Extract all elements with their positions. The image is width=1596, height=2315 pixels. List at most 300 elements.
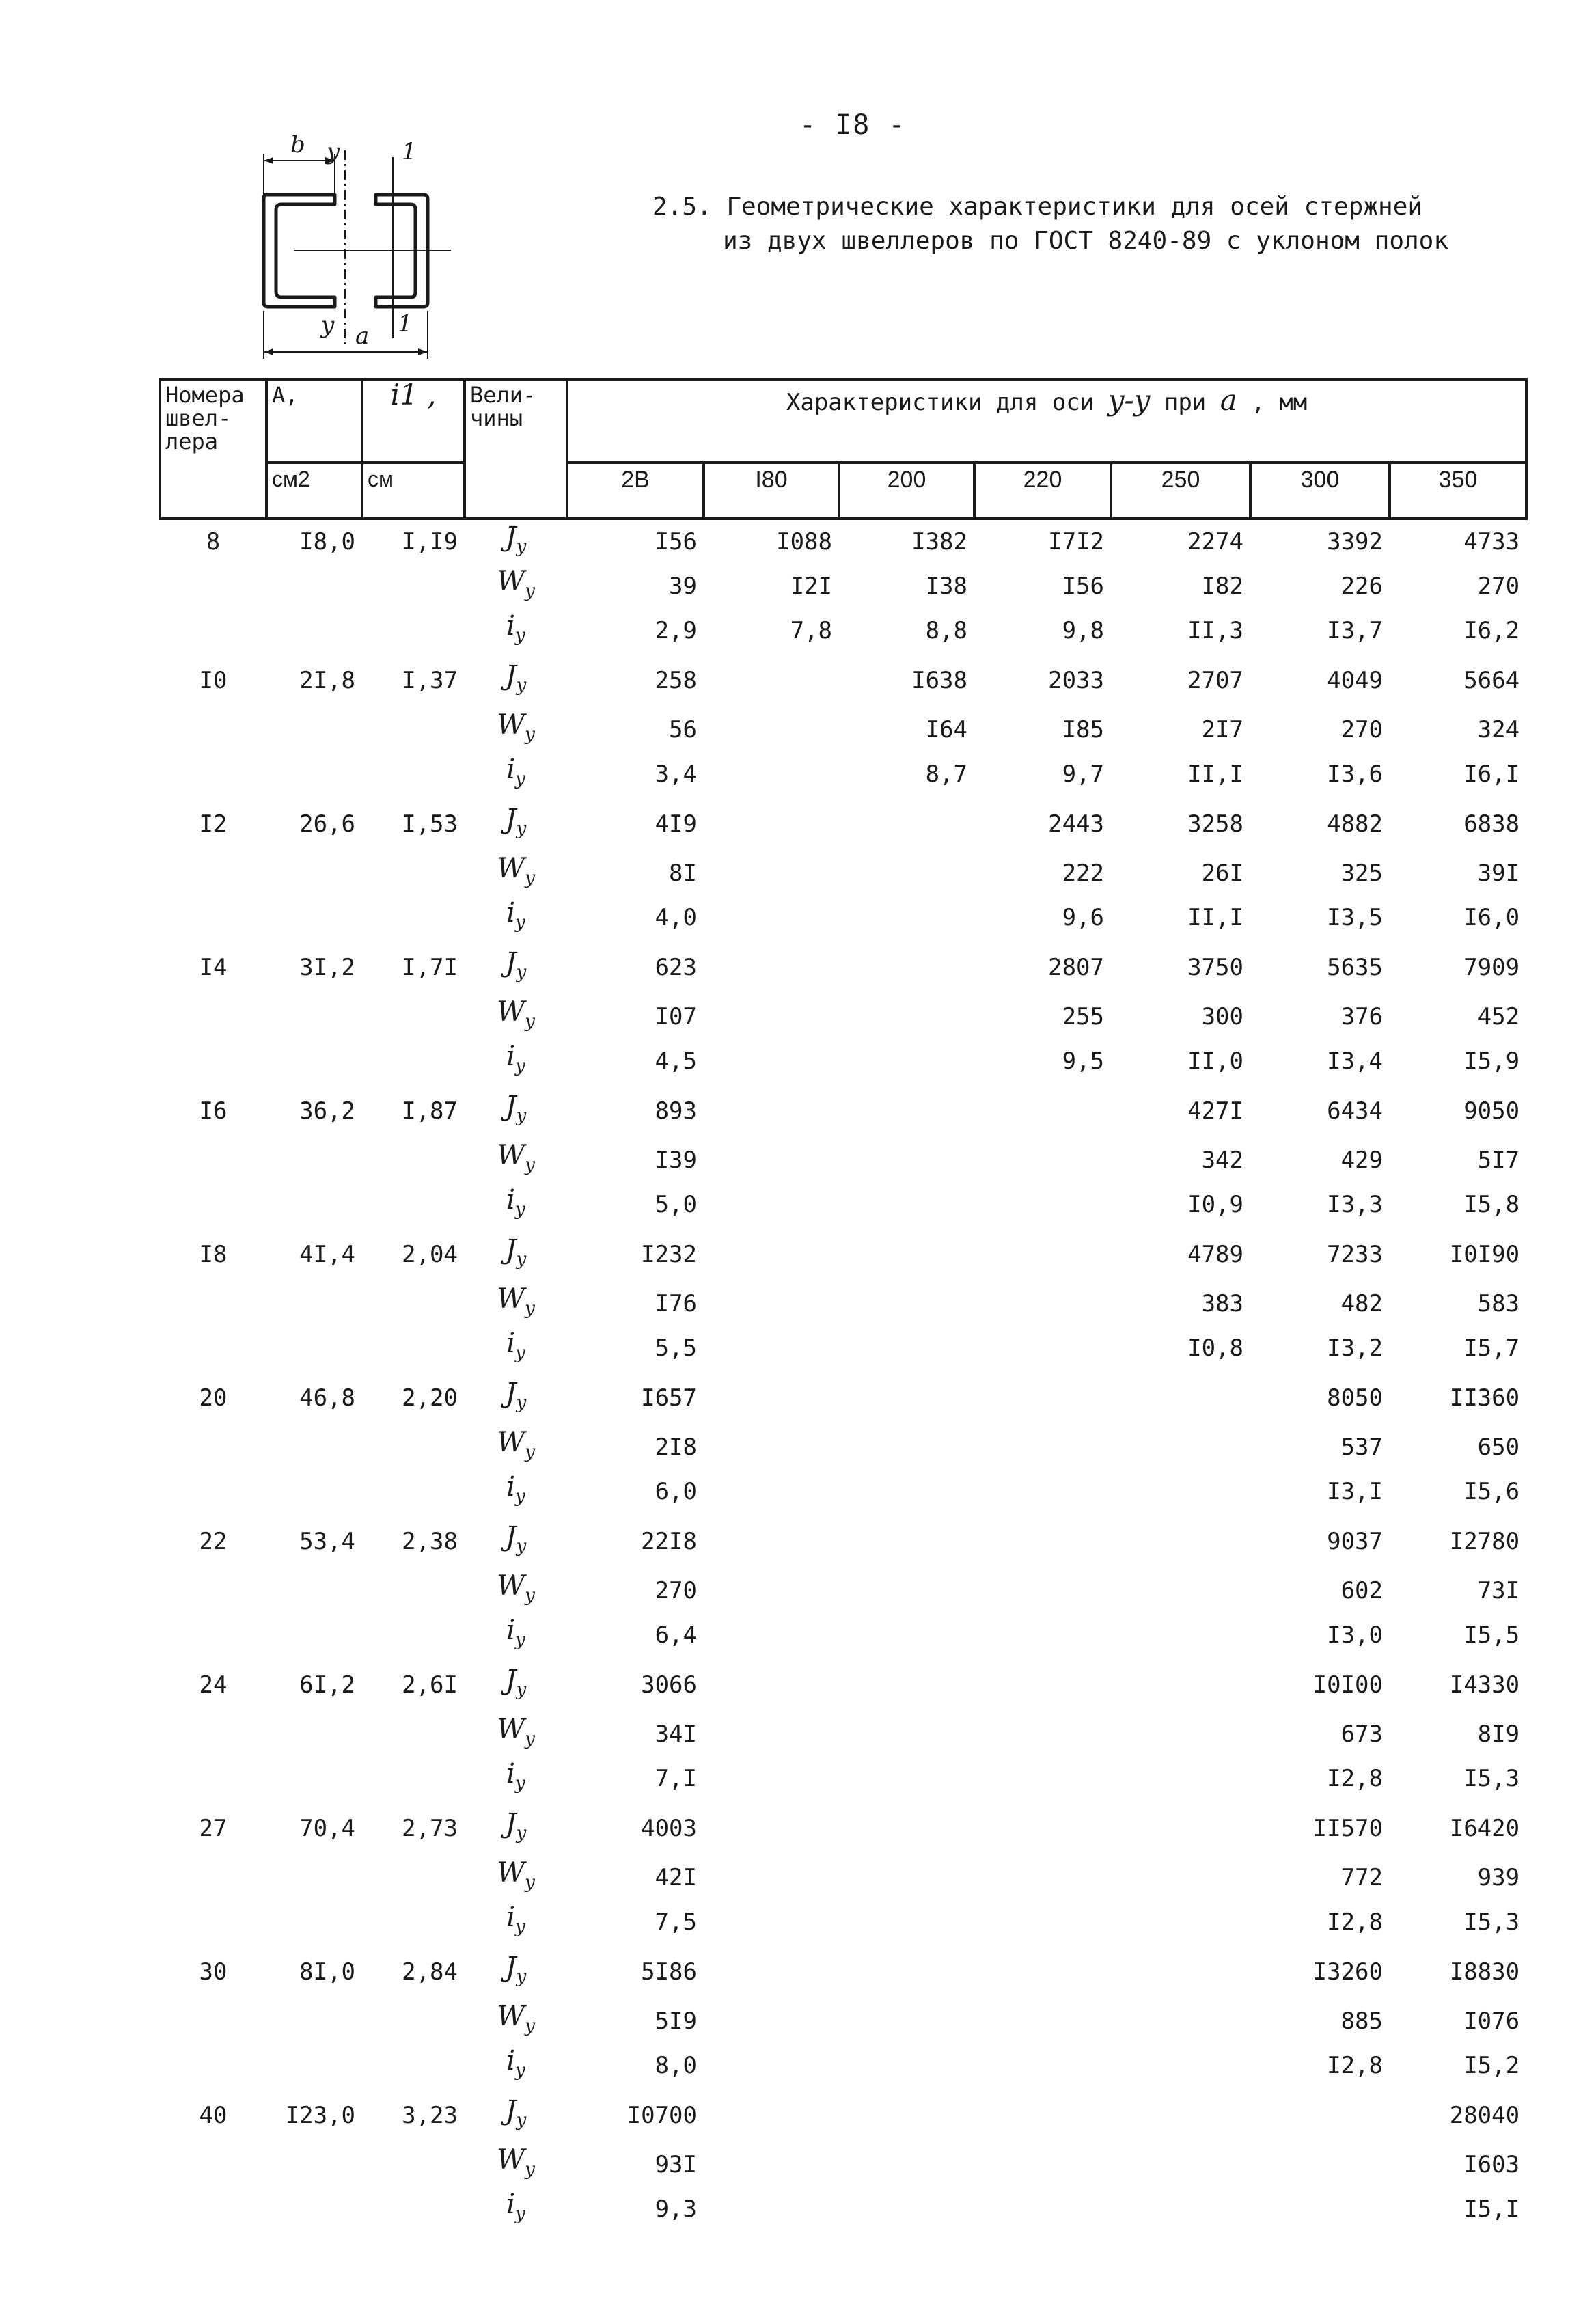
label-y-bottom: y bbox=[321, 312, 335, 339]
value-cell: 2I8 bbox=[655, 1434, 697, 1461]
value-cell bbox=[974, 1514, 1111, 1569]
quantity-symbol bbox=[465, 1569, 567, 1613]
value-cell bbox=[1111, 1371, 1250, 1425]
value-cell: 9,3 bbox=[655, 2195, 697, 2223]
value-cell bbox=[704, 1084, 839, 1138]
value-cell bbox=[839, 1999, 974, 2044]
value-cell: 258 bbox=[655, 666, 697, 694]
empty-cell bbox=[160, 851, 266, 896]
empty-cell bbox=[160, 1282, 266, 1326]
table-row bbox=[160, 1712, 1526, 1757]
quantity-symbol bbox=[465, 995, 567, 1039]
value-cell: 4882 bbox=[1327, 810, 1383, 838]
header-a-value: I80 bbox=[704, 463, 839, 519]
table-row bbox=[160, 1613, 1526, 1658]
value-cell: 8,8 bbox=[925, 617, 967, 644]
symbol-letter: W bbox=[497, 2144, 525, 2176]
symbol-subscript: y bbox=[515, 912, 525, 933]
value-cell bbox=[839, 1425, 974, 1470]
value-cell: I6,I bbox=[1463, 761, 1520, 788]
symbol-letter: J bbox=[505, 1951, 517, 1983]
empty-cell bbox=[266, 1282, 362, 1326]
value-cell bbox=[839, 1084, 974, 1138]
value-cell: 5635 bbox=[1327, 953, 1383, 981]
value-cell: 5664 bbox=[1463, 666, 1520, 694]
empty-cell bbox=[362, 1900, 465, 1945]
symbol-letter: J bbox=[505, 1807, 517, 1839]
value-cell: I8830 bbox=[1449, 1958, 1520, 1986]
header-a-symbol: a bbox=[1220, 383, 1237, 417]
value-cell: I6420 bbox=[1449, 1814, 1520, 1842]
symbol-subscript: y bbox=[525, 1298, 535, 1319]
empty-cell bbox=[362, 896, 465, 940]
value-cell bbox=[1250, 2187, 1390, 2232]
empty-cell bbox=[362, 1569, 465, 1613]
table-row bbox=[160, 609, 1526, 653]
area-value: 4I,4 bbox=[299, 1240, 355, 1268]
value-cell bbox=[1111, 1757, 1250, 1801]
quantity-symbol bbox=[465, 609, 567, 653]
value-cell bbox=[974, 2088, 1111, 2143]
symbol-subscript: y bbox=[515, 1773, 525, 1794]
symbol-subscript: y bbox=[525, 1729, 535, 1749]
value-cell: I2780 bbox=[1449, 1527, 1520, 1555]
symbol-letter: W bbox=[497, 2001, 525, 2032]
value-cell: 9,8 bbox=[1062, 617, 1104, 644]
symbol-subscript: y bbox=[525, 1155, 535, 1175]
channel-number: 27 bbox=[199, 1814, 228, 1842]
value-cell bbox=[974, 1138, 1111, 1183]
value-cell: 4733 bbox=[1463, 528, 1520, 556]
empty-cell bbox=[160, 1326, 266, 1371]
value-cell: I64 bbox=[925, 716, 967, 743]
value-cell bbox=[704, 1470, 839, 1514]
value-cell: 6434 bbox=[1327, 1097, 1383, 1125]
symbol-letter: i bbox=[506, 610, 516, 642]
table-row bbox=[160, 564, 1526, 609]
value-cell: 4789 bbox=[1187, 1240, 1243, 1268]
symbol-letter: J bbox=[505, 803, 517, 835]
value-cell bbox=[839, 2088, 974, 2143]
channel-number: 22 bbox=[199, 1527, 228, 1555]
empty-cell bbox=[160, 1999, 266, 2044]
quantity-symbol bbox=[465, 1227, 567, 1282]
symbol-subscript: y bbox=[516, 2109, 527, 2131]
value-cell bbox=[974, 1569, 1111, 1613]
value-cell: 885 bbox=[1340, 2008, 1383, 2035]
value-cell: 325 bbox=[1340, 860, 1383, 887]
value-cell: 2274 bbox=[1187, 528, 1243, 556]
empty-cell bbox=[160, 1425, 266, 1470]
value-cell: 226 bbox=[1340, 573, 1383, 600]
value-cell bbox=[839, 1371, 974, 1425]
value-cell: 3258 bbox=[1187, 810, 1243, 838]
value-cell bbox=[704, 1999, 839, 2044]
value-cell: 28040 bbox=[1449, 2101, 1520, 2129]
table-row bbox=[160, 1138, 1526, 1183]
value-cell bbox=[1111, 1613, 1250, 1658]
value-cell bbox=[839, 797, 974, 851]
symbol-letter: W bbox=[497, 566, 525, 597]
table-header bbox=[160, 379, 1526, 519]
value-cell: 3392 bbox=[1327, 528, 1383, 556]
empty-cell bbox=[362, 1757, 465, 1801]
header-a-value: 300 bbox=[1250, 463, 1390, 519]
value-cell: I3,6 bbox=[1327, 761, 1383, 788]
empty-cell bbox=[266, 1470, 362, 1514]
empty-cell bbox=[266, 995, 362, 1039]
value-cell: I382 bbox=[911, 528, 967, 556]
value-cell: I232 bbox=[641, 1240, 697, 1268]
value-cell: 772 bbox=[1340, 1864, 1383, 1891]
channel-number: 30 bbox=[199, 1958, 228, 1986]
value-cell: I3,4 bbox=[1327, 1047, 1383, 1075]
header-axis: y-y bbox=[1107, 383, 1151, 417]
value-cell: 4,0 bbox=[655, 904, 697, 931]
table-row bbox=[160, 1470, 1526, 1514]
i1-value: 2,04 bbox=[402, 1240, 458, 1268]
value-cell: I5,3 bbox=[1463, 1765, 1520, 1792]
symbol-subscript: y bbox=[515, 2204, 525, 2224]
area-value: 70,4 bbox=[299, 1814, 355, 1842]
empty-cell bbox=[160, 1138, 266, 1183]
value-cell: I3,7 bbox=[1327, 617, 1383, 644]
value-cell: I07 bbox=[655, 1003, 697, 1030]
symbol-letter: J bbox=[505, 2094, 517, 2126]
empty-cell bbox=[266, 2044, 362, 2088]
value-cell: I0I90 bbox=[1449, 1240, 1520, 1268]
quantity-symbol bbox=[465, 896, 567, 940]
empty-cell bbox=[160, 995, 266, 1039]
label-a: a bbox=[355, 323, 370, 350]
value-cell: 3750 bbox=[1187, 953, 1243, 981]
value-cell bbox=[704, 1138, 839, 1183]
empty-cell bbox=[362, 1183, 465, 1227]
value-cell bbox=[1111, 1470, 1250, 1514]
value-cell: 26I bbox=[1201, 860, 1243, 887]
i1-value: 2,84 bbox=[402, 1958, 458, 1986]
empty-cell bbox=[160, 1039, 266, 1084]
value-cell: I7I2 bbox=[1048, 528, 1104, 556]
value-cell bbox=[974, 2143, 1111, 2187]
table-row bbox=[160, 1425, 1526, 1470]
value-cell: 8,0 bbox=[655, 2052, 697, 2079]
value-cell bbox=[839, 896, 974, 940]
empty-cell bbox=[266, 609, 362, 653]
value-cell: I603 bbox=[1463, 2151, 1520, 2178]
value-cell: 2807 bbox=[1048, 953, 1104, 981]
quantity-symbol bbox=[465, 1514, 567, 1569]
label-b: b bbox=[290, 131, 305, 159]
value-cell: 56 bbox=[669, 716, 697, 743]
value-cell: 602 bbox=[1340, 1577, 1383, 1604]
value-cell bbox=[974, 1945, 1111, 1999]
symbol-letter: J bbox=[505, 1520, 517, 1552]
value-cell bbox=[704, 1613, 839, 1658]
value-cell: 222 bbox=[1062, 860, 1104, 887]
value-cell: 650 bbox=[1477, 1434, 1520, 1461]
symbol-letter: i bbox=[506, 1041, 516, 1072]
value-cell: 324 bbox=[1477, 716, 1520, 743]
value-cell bbox=[974, 1757, 1111, 1801]
value-cell: II570 bbox=[1312, 1814, 1383, 1842]
symbol-subscript: y bbox=[515, 1917, 525, 1937]
value-cell: 270 bbox=[1477, 573, 1520, 600]
value-cell bbox=[1111, 1856, 1250, 1900]
empty-cell bbox=[362, 752, 465, 797]
value-cell bbox=[839, 1470, 974, 1514]
empty-cell bbox=[160, 1712, 266, 1757]
value-cell bbox=[1111, 1569, 1250, 1613]
value-cell: 6,0 bbox=[655, 1478, 697, 1505]
symbol-letter: W bbox=[497, 1140, 525, 1171]
value-cell bbox=[1111, 1514, 1250, 1569]
value-cell bbox=[839, 1569, 974, 1613]
value-cell bbox=[839, 1801, 974, 1856]
empty-cell bbox=[160, 1900, 266, 1945]
empty-cell bbox=[160, 2044, 266, 2088]
quantity-symbol bbox=[465, 1425, 567, 1470]
i1-value: I,53 bbox=[402, 810, 458, 838]
table-row bbox=[160, 1084, 1526, 1138]
table-row bbox=[160, 1900, 1526, 1945]
value-cell: I5,9 bbox=[1463, 1047, 1520, 1075]
i1-value: 2,20 bbox=[402, 1384, 458, 1412]
value-cell bbox=[704, 851, 839, 896]
quantity-symbol bbox=[465, 653, 567, 708]
value-cell bbox=[704, 1514, 839, 1569]
symbol-letter: W bbox=[497, 1857, 525, 1889]
empty-cell bbox=[266, 1900, 362, 1945]
symbol-subscript: y bbox=[516, 1248, 527, 1270]
symbol-subscript: y bbox=[516, 1822, 527, 1844]
empty-cell bbox=[362, 1999, 465, 2044]
table-row bbox=[160, 2143, 1526, 2187]
value-cell: 2443 bbox=[1048, 810, 1104, 838]
symbol-subscript: y bbox=[516, 1535, 527, 1557]
value-cell: 39I bbox=[1477, 860, 1520, 887]
value-cell bbox=[1250, 2143, 1390, 2187]
table-row bbox=[160, 708, 1526, 752]
empty-cell bbox=[266, 2187, 362, 2232]
value-cell: I6,2 bbox=[1463, 617, 1520, 644]
empty-cell bbox=[266, 1613, 362, 1658]
empty-cell bbox=[362, 1470, 465, 1514]
value-cell: 2033 bbox=[1048, 666, 1104, 694]
value-cell: 537 bbox=[1340, 1434, 1383, 1461]
quantity-symbol bbox=[465, 940, 567, 995]
value-cell: 9,7 bbox=[1062, 761, 1104, 788]
value-cell bbox=[839, 2143, 974, 2187]
value-cell: 429 bbox=[1340, 1147, 1383, 1174]
header-i1 bbox=[362, 379, 465, 463]
table-row bbox=[160, 1999, 1526, 2044]
empty-cell bbox=[362, 1282, 465, 1326]
header-area-unit: см2 bbox=[266, 463, 362, 519]
i1-value: I,I9 bbox=[402, 528, 458, 556]
value-cell: 3066 bbox=[641, 1671, 697, 1699]
value-cell bbox=[704, 708, 839, 752]
symbol-letter: W bbox=[497, 853, 525, 884]
value-cell: I5,I bbox=[1463, 2195, 1520, 2223]
table-row bbox=[160, 797, 1526, 851]
empty-cell bbox=[160, 752, 266, 797]
empty-cell bbox=[362, 995, 465, 1039]
symbol-letter: J bbox=[505, 1664, 517, 1696]
symbol-subscript: y bbox=[515, 1199, 525, 1220]
symbol-letter: W bbox=[497, 996, 525, 1028]
value-cell: 9037 bbox=[1327, 1527, 1383, 1555]
table-row bbox=[160, 851, 1526, 896]
quantity-symbol bbox=[465, 1900, 567, 1945]
header-area: A, bbox=[266, 379, 362, 463]
value-cell: 5I86 bbox=[641, 1958, 697, 1986]
value-cell: 583 bbox=[1477, 1290, 1520, 1317]
quantity-symbol bbox=[465, 708, 567, 752]
value-cell: 3,4 bbox=[655, 761, 697, 788]
empty-cell bbox=[266, 564, 362, 609]
value-cell bbox=[974, 1801, 1111, 1856]
value-cell: 2I7 bbox=[1201, 716, 1243, 743]
empty-cell bbox=[160, 1757, 266, 1801]
table-title-line-1: 2.5. Геометрические характеристики для осей стержней bbox=[652, 193, 1423, 221]
empty-cell bbox=[160, 1613, 266, 1658]
value-cell: II,3 bbox=[1187, 617, 1243, 644]
value-cell bbox=[839, 1326, 974, 1371]
value-cell: I85 bbox=[1062, 716, 1104, 743]
area-value: I23,0 bbox=[285, 2101, 355, 2129]
two-channel-section-diagram bbox=[253, 126, 458, 369]
value-cell: 73I bbox=[1477, 1577, 1520, 1604]
value-cell bbox=[1111, 1945, 1250, 1999]
table-row bbox=[160, 1282, 1526, 1326]
value-cell bbox=[704, 1712, 839, 1757]
symbol-letter: J bbox=[505, 1090, 517, 1122]
i1-value: I,87 bbox=[402, 1097, 458, 1125]
quantity-symbol bbox=[465, 2088, 567, 2143]
table-row bbox=[160, 1945, 1526, 1999]
value-cell: 255 bbox=[1062, 1003, 1104, 1030]
value-cell: I657 bbox=[641, 1384, 697, 1412]
value-cell: I39 bbox=[655, 1147, 697, 1174]
value-cell bbox=[704, 752, 839, 797]
value-cell bbox=[704, 1039, 839, 1084]
channel-number: 24 bbox=[199, 1671, 228, 1699]
symbol-letter: i bbox=[506, 1902, 516, 1933]
channel-number: I2 bbox=[199, 810, 228, 838]
value-cell bbox=[704, 1227, 839, 1282]
value-cell: 7909 bbox=[1463, 953, 1520, 981]
value-cell: I5,7 bbox=[1463, 1334, 1520, 1362]
value-cell: 5I7 bbox=[1477, 1147, 1520, 1174]
value-cell bbox=[839, 1757, 974, 1801]
value-cell: I76 bbox=[655, 1290, 697, 1317]
table-row bbox=[160, 1757, 1526, 1801]
quantity-symbol bbox=[465, 1183, 567, 1227]
symbol-letter: W bbox=[497, 1570, 525, 1602]
value-cell: 893 bbox=[655, 1097, 697, 1125]
value-cell: I56 bbox=[655, 528, 697, 556]
value-cell: 376 bbox=[1340, 1003, 1383, 1030]
value-cell: II360 bbox=[1449, 1384, 1520, 1412]
value-cell bbox=[839, 1945, 974, 1999]
empty-cell bbox=[362, 1138, 465, 1183]
value-cell bbox=[1111, 1658, 1250, 1712]
value-cell: I0I00 bbox=[1312, 1671, 1383, 1699]
empty-cell bbox=[160, 1856, 266, 1900]
quantity-symbol bbox=[465, 851, 567, 896]
value-cell bbox=[974, 1227, 1111, 1282]
empty-cell bbox=[266, 1569, 362, 1613]
value-cell bbox=[839, 1712, 974, 1757]
header-quantities: Вели-чины bbox=[465, 379, 567, 519]
symbol-subscript: y bbox=[525, 2016, 535, 2036]
symbol-subscript: y bbox=[515, 625, 525, 646]
quantity-symbol bbox=[465, 1801, 567, 1856]
value-cell: 7233 bbox=[1327, 1240, 1383, 1268]
value-cell bbox=[704, 653, 839, 708]
table-row bbox=[160, 2044, 1526, 2088]
quantity-symbol bbox=[465, 1757, 567, 1801]
value-cell: 270 bbox=[1340, 716, 1383, 743]
value-cell: 9,5 bbox=[1062, 1047, 1104, 1075]
symbol-letter: i bbox=[506, 897, 516, 929]
value-cell bbox=[1111, 1999, 1250, 2044]
symbol-subscript: y bbox=[515, 1630, 525, 1650]
value-cell bbox=[704, 2088, 839, 2143]
value-cell bbox=[974, 1282, 1111, 1326]
value-cell: 8I9 bbox=[1477, 1721, 1520, 1748]
empty-cell bbox=[362, 1856, 465, 1900]
symbol-subscript: y bbox=[525, 1011, 535, 1032]
header-i1-label: i1 , bbox=[390, 378, 437, 411]
value-cell: I088 bbox=[776, 528, 832, 556]
value-cell: 452 bbox=[1477, 1003, 1520, 1030]
value-cell bbox=[974, 1371, 1111, 1425]
value-cell bbox=[974, 1183, 1111, 1227]
empty-cell bbox=[266, 1039, 362, 1084]
empty-cell bbox=[266, 708, 362, 752]
value-cell: 39 bbox=[669, 573, 697, 600]
value-cell: 9050 bbox=[1463, 1097, 1520, 1125]
empty-cell bbox=[362, 2143, 465, 2187]
table-row bbox=[160, 2088, 1526, 2143]
value-cell: I076 bbox=[1463, 2008, 1520, 2035]
symbol-letter: J bbox=[505, 1377, 517, 1409]
value-cell: 482 bbox=[1340, 1290, 1383, 1317]
value-cell bbox=[839, 995, 974, 1039]
value-cell: I6,0 bbox=[1463, 904, 1520, 931]
channel-number: 8 bbox=[206, 528, 221, 556]
value-cell: II,0 bbox=[1187, 1047, 1243, 1075]
value-cell: I5,3 bbox=[1463, 1908, 1520, 1936]
table-row bbox=[160, 1227, 1526, 1282]
symbol-letter: J bbox=[505, 946, 517, 978]
symbol-subscript: y bbox=[515, 1343, 525, 1363]
symbol-subscript: y bbox=[515, 1486, 525, 1507]
value-cell: 2,9 bbox=[655, 617, 697, 644]
empty-cell bbox=[362, 1712, 465, 1757]
table-row bbox=[160, 1183, 1526, 1227]
value-cell bbox=[1111, 1425, 1250, 1470]
value-cell bbox=[704, 1326, 839, 1371]
value-cell bbox=[839, 1227, 974, 1282]
channel-number: I8 bbox=[199, 1240, 228, 1268]
symbol-letter: J bbox=[505, 521, 517, 553]
empty-cell bbox=[266, 1425, 362, 1470]
symbol-subscript: y bbox=[525, 1585, 535, 1606]
quantity-symbol bbox=[465, 1470, 567, 1514]
